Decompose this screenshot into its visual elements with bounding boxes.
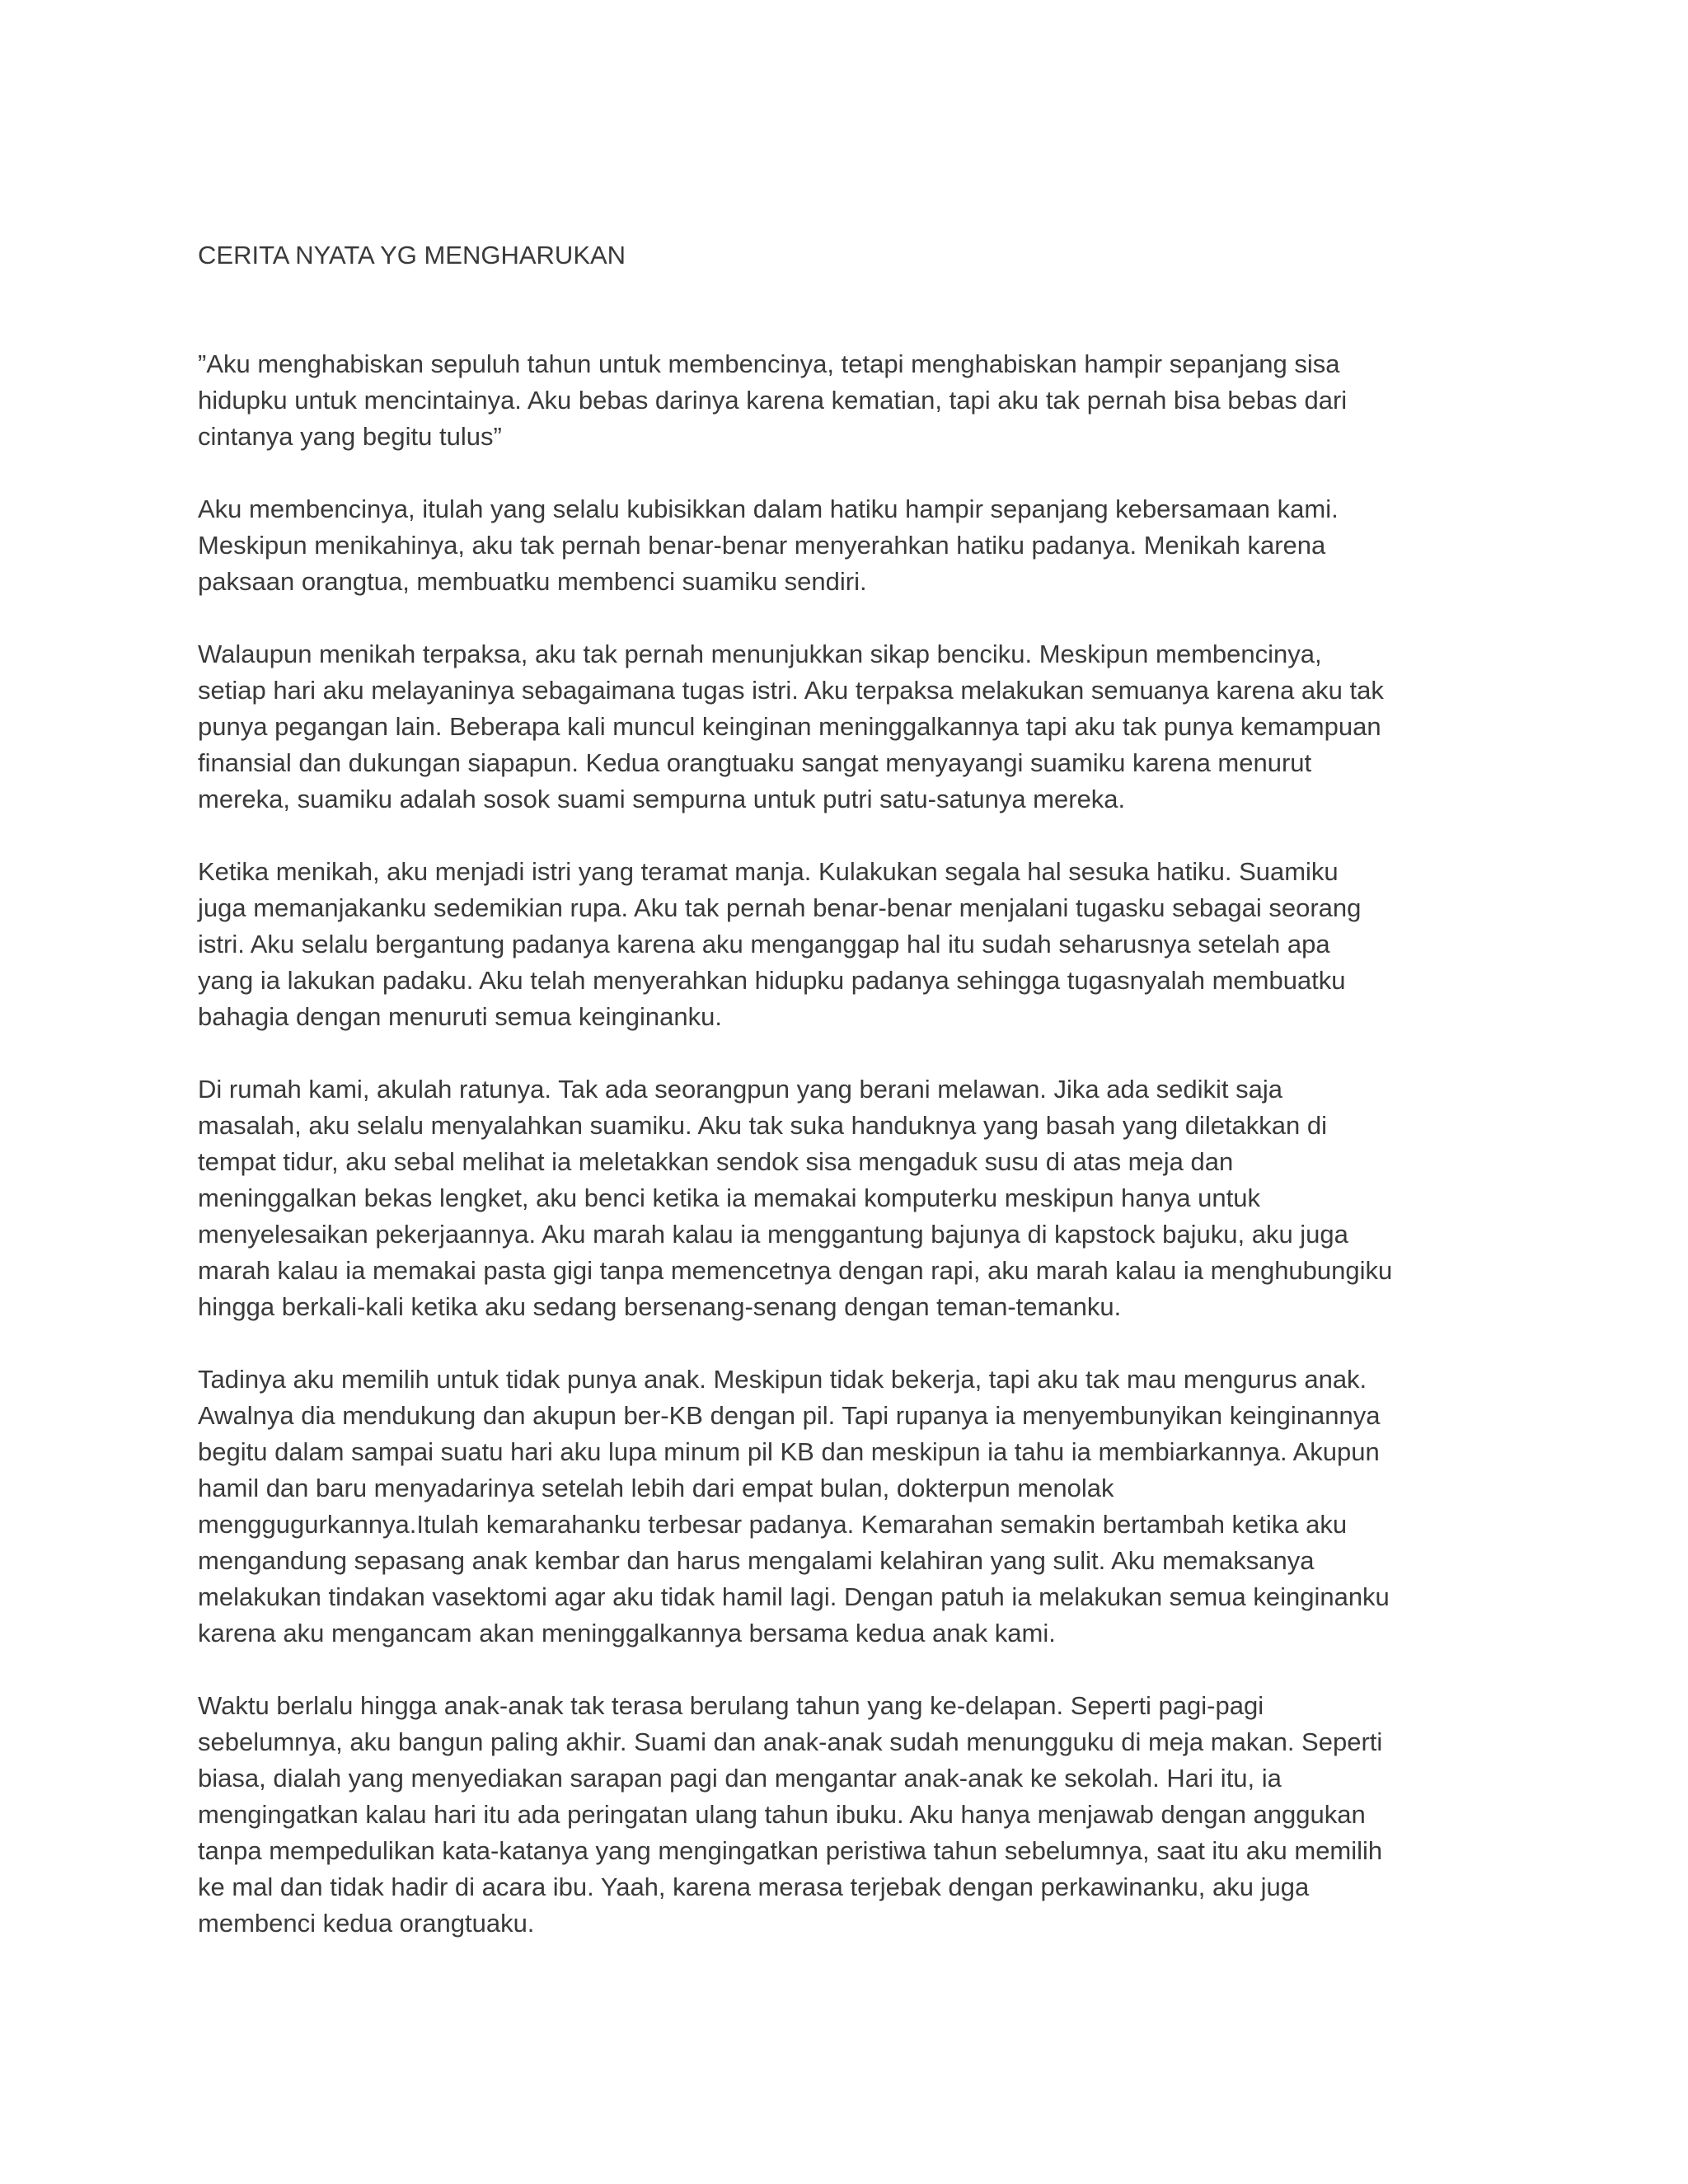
text-line: yang ia lakukan padaku. Aku telah menyerahkan hidupku padanya sehingga tugasnyalah membuatku	[198, 966, 1346, 995]
text-line: masalah, aku selalu menyalahkan suamiku. Aku tak suka handuknya yang basah yang diletakkan di	[198, 1111, 1328, 1140]
text-line: tempat tidur, aku sebal melihat ia meletakkan sendok sisa mengaduk susu di atas meja dan	[198, 1147, 1234, 1176]
paragraph-4	[198, 854, 1484, 1035]
document-body	[198, 237, 1484, 1978]
text-line: setiap hari aku melayaninya sebagaimana tugas istri. Aku terpaksa melakukan semuanya karena aku tak	[198, 676, 1384, 705]
text-line: istri. Aku selalu bergantung padanya karena aku menganggap hal itu sudah seharusnya setelah apa	[198, 930, 1330, 958]
text-line: marah kalau ia memakai pasta gigi tanpa memencetnya dengan rapi, aku marah kalau ia menghubungiku	[198, 1256, 1393, 1285]
text-line: Awalnya dia mendukung dan akupun ber-KB dengan pil. Tapi rupanya ia menyembunyikan keinginannya	[198, 1401, 1381, 1430]
paragraph-5	[198, 1071, 1484, 1325]
text-line: hingga berkali-kali ketika aku sedang bersenang-senang dengan teman-temanku.	[198, 1292, 1122, 1321]
text-line: cintanya yang begitu tulus”	[198, 422, 502, 451]
text-line: karena aku mengancam akan meninggalkannya bersama kedua anak kami.	[198, 1619, 1056, 1647]
text-line: mereka, suamiku adalah sosok suami sempurna untuk putri satu-satunya mereka.	[198, 785, 1126, 813]
text-line: paksaan orangtua, membuatku membenci suamiku sendiri.	[198, 567, 867, 596]
text-line: tanpa mempedulikan kata-katanya yang mengingatkan peristiwa tahun sebelumnya, saat itu aku memilih	[198, 1836, 1383, 1865]
document-title: CERITA NYATA YG MENGHARUKAN	[198, 241, 626, 269]
text-line: finansial dan dukungan siapapun. Kedua orangtuaku sangat menyayangi suamiku karena menurut	[198, 748, 1312, 777]
text-line: melakukan tindakan vasektomi agar aku tidak hamil lagi. Dengan patuh ia melakukan semua keinginanku	[198, 1582, 1390, 1611]
text-line: menggugurkannya.Itulah kemarahanku terbesar padanya. Kemarahan semakin bertambah ketika aku	[198, 1510, 1348, 1539]
text-line: ke mal dan tidak hadir di acara ibu. Yaah, karena merasa terjebak dengan perkawinanku, aku juga	[198, 1872, 1310, 1901]
paragraph-1	[198, 346, 1484, 455]
text-line: ”Aku menghabiskan sepuluh tahun untuk membencinya, tetapi menghabiskan hampir sepanjang sisa	[198, 349, 1340, 378]
text-line: Aku membencinya, itulah yang selalu kubisikkan dalam hatiku hampir sepanjang kebersamaan kami.	[198, 494, 1339, 523]
text-line: biasa, dialah yang menyediakan sarapan pagi dan mengantar anak-anak ke sekolah. Hari itu, ia	[198, 1764, 1282, 1793]
text-line: Waktu berlalu hingga anak-anak tak terasa berulang tahun yang ke-delapan. Seperti pagi-pagi	[198, 1691, 1264, 1720]
text-line: hamil dan baru menyadarinya setelah lebih dari empat bulan, dokterpun menolak	[198, 1474, 1114, 1502]
text-line: Di rumah kami, akulah ratunya. Tak ada seorangpun yang berani melawan. Jika ada sedikit saja	[198, 1075, 1282, 1104]
text-line: meninggalkan bekas lengket, aku benci ketika ia memakai komputerku meskipun hanya untuk	[198, 1183, 1260, 1212]
paragraph-6	[198, 1361, 1484, 1652]
text-line: Tadinya aku memilih untuk tidak punya anak. Meskipun tidak bekerja, tapi aku tak mau mengurus anak.	[198, 1365, 1367, 1394]
text-line: hidupku untuk mencintainya. Aku bebas darinya karena kematian, tapi aku tak pernah bisa bebas dari	[198, 386, 1348, 415]
text-line: begitu dalam sampai suatu hari aku lupa minum pil KB dan meskipun ia tahu ia membiarkannya. Akupun	[198, 1437, 1380, 1466]
paragraph-3	[198, 636, 1484, 818]
text-line: juga memanjakanku sedemikian rupa. Aku tak pernah benar-benar menjalani tugasku sebagai seorang	[198, 893, 1362, 922]
text-line: Walaupun menikah terpaksa, aku tak pernah menunjukkan sikap benciku. Meskipun membencinya,	[198, 640, 1322, 668]
text-line: Ketika menikah, aku menjadi istri yang teramat manja. Kulakukan segala hal sesuka hatiku. Suamiku	[198, 857, 1339, 886]
text-line: mengandung sepasang anak kembar dan harus mengalami kelahiran yang sulit. Aku memaksanya	[198, 1546, 1315, 1575]
text-line: Meskipun menikahinya, aku tak pernah benar-benar menyerahkan hatiku padanya. Menikah karena	[198, 531, 1326, 560]
paragraph-7	[198, 1688, 1484, 1942]
paragraph-2	[198, 491, 1484, 600]
text-line: sebelumnya, aku bangun paling akhir. Suami dan anak-anak sudah menungguku di meja makan. Seperti	[198, 1727, 1383, 1756]
text-line: mengingatkan kalau hari itu ada peringatan ulang tahun ibuku. Aku hanya menjawab dengan anggukan	[198, 1800, 1366, 1829]
text-line: menyelesaikan pekerjaannya. Aku marah kalau ia menggantung bajunya di kapstock bajuku, aku juga	[198, 1220, 1348, 1249]
text-line: bahagia dengan menuruti semua keinginanku.	[198, 1002, 722, 1031]
text-line: punya pegangan lain. Beberapa kali muncul keinginan meninggalkannya tapi aku tak punya kemampuan	[198, 712, 1381, 741]
text-line: membenci kedua orangtuaku.	[198, 1909, 535, 1938]
